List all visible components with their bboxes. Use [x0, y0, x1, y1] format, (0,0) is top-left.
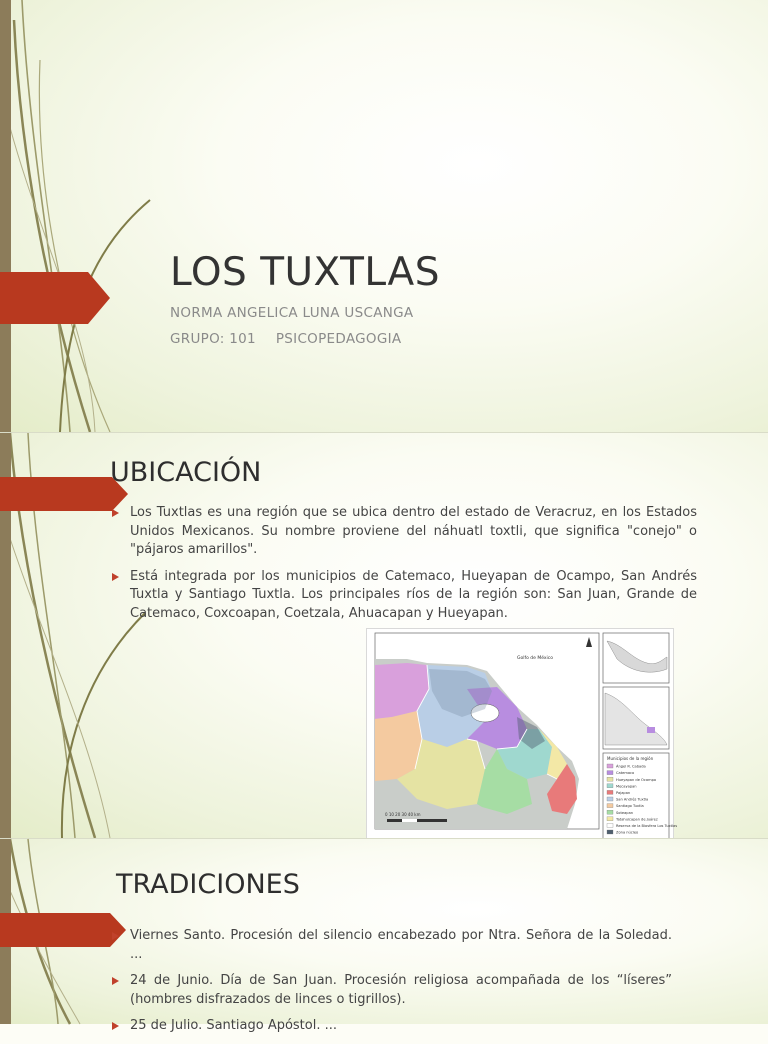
legend-label: Zona núcleo [616, 830, 639, 835]
legend-swatch [607, 810, 613, 814]
presentation-title: LOS TUXTLAS [170, 250, 440, 295]
group-label: GRUPO: 101 [170, 331, 256, 347]
legend-label: Mecayapan [616, 784, 637, 789]
legend-label: Ángel R. Cabada [616, 764, 646, 769]
slide-tradiciones [0, 839, 768, 1033]
list-item: 24 de Junio. Día de San Juan. Procesión religiosa acompañada de los “líseres” (hombres disfrazados de linces o tigrillos). [112, 972, 672, 1009]
legend-swatch [607, 784, 613, 788]
vine-decoration [0, 0, 140, 432]
list-item: Los Tuxtlas es una región que se ubica dentro del estado de Veracruz, en los Estados Unidos Mexicanos. Su nombre proviene del náhuatl toxtli, que significa "conejo" o "pájaros amarillos". [112, 504, 697, 560]
accent-arrow-shape [0, 272, 112, 324]
accent-arrow-shape [0, 913, 128, 947]
list-item: 25 de Julio. Santiago Apóstol. ... [112, 1017, 672, 1036]
left-edge-bar [0, 0, 11, 432]
bullet-arrow-icon [112, 1022, 119, 1030]
slide-ubicacion [0, 433, 768, 838]
group-info [170, 331, 401, 347]
legend-label: Santiago Tuxtla [616, 804, 644, 809]
region-map-figure [366, 628, 678, 850]
region-map [367, 629, 678, 849]
bullet-arrow-icon [112, 932, 119, 940]
list-item: Está integrada por los municipios de Catemaco, Hueyapan de Ocampo, San Andrés Tuxtla y Santiago Tuxtla. Los principales ríos de la región son: San Juan, Grande de Catemaco, Coxcoapan, Coetzala, Ahuacapan y Hueyapan. [112, 568, 697, 624]
legend-label: San Andrés Tuxtla [616, 797, 649, 802]
legend-swatch [607, 764, 613, 768]
legend-swatch [607, 804, 613, 808]
map-scale-label: 0 10 20 30 40 km [385, 812, 421, 817]
section-heading-ubicacion: UBICACIÓN [110, 457, 262, 488]
legend-swatch [607, 790, 613, 794]
tradiciones-bullet-list [112, 927, 672, 1044]
legend-label: Pajapan [616, 791, 631, 795]
section-heading-tradiciones: TRADICIONES [116, 869, 300, 900]
legend-swatch [607, 817, 613, 821]
legend-swatch [607, 777, 613, 781]
list-item: Viernes Santo. Procesión del silencio encabezado por Ntra. Señora de la Soledad. ... [112, 927, 672, 964]
map-legend-title: Municipios de la región [607, 756, 654, 761]
legend-label: Soteapan [616, 810, 634, 815]
legend-swatch [607, 823, 613, 827]
map-sea-label: Golfo de México [517, 656, 554, 661]
legend-swatch [607, 797, 613, 801]
bullet-arrow-icon [112, 977, 119, 985]
legend-label: Reserva de la Biosfera Los Tuxtlas [616, 824, 678, 828]
legend-label: Hueyapan de Ocampo [616, 777, 657, 782]
legend-label: Catemaco [616, 771, 635, 776]
slide-title [0, 0, 768, 432]
program-label: PSICOPEDAGOGIA [275, 331, 402, 347]
legend-swatch [607, 771, 613, 775]
author-name: NORMA ANGELICA LUNA USCANGA [170, 305, 414, 321]
ubicacion-bullet-list [112, 504, 697, 631]
legend-swatch [607, 830, 613, 834]
bullet-arrow-icon [112, 573, 119, 581]
legend-label: Tatahuicapan de Juárez [616, 817, 658, 822]
bullet-arrow-icon [112, 509, 119, 517]
